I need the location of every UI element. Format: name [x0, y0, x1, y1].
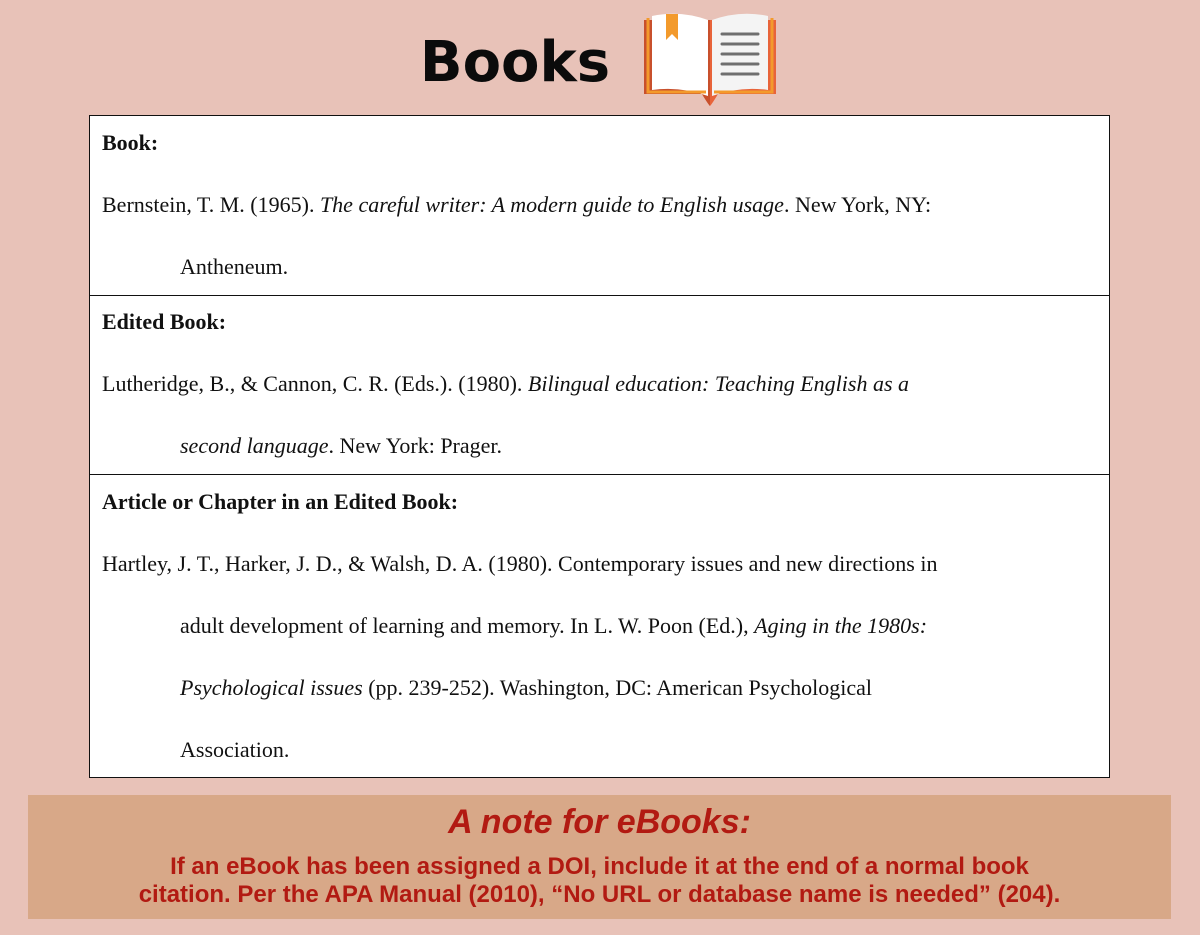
citation-line: Lutheridge, B., & Cannon, C. R. (Eds.). (1980). Bilingual education: Teaching English as a [102, 371, 910, 396]
note-body [28, 853, 1171, 909]
section-book [90, 116, 1109, 296]
page-header [0, 10, 1200, 110]
citation-line: Bernstein, T. M. (1965). The careful writer: A modern guide to English usage. New York, NY: [102, 192, 932, 217]
section-edited-book [90, 295, 1109, 475]
open-book-icon [640, 12, 780, 108]
ebook-note [28, 795, 1171, 919]
citations-table [89, 115, 1110, 778]
page-title: Books [419, 29, 611, 95]
citation-line: adult development of learning and memory. In L. W. Poon (Ed.), Aging in the 1980s: [180, 613, 928, 638]
section-heading: Article or Chapter in an Edited Book: [102, 489, 459, 514]
note-body-line: If an eBook has been assigned a DOI, include it at the end of a normal book [170, 853, 1029, 880]
section-article-or-chapter [90, 475, 1109, 779]
citation-line: Association. [180, 737, 290, 762]
note-title: A note for eBooks: [448, 803, 751, 841]
citation-line: Hartley, J. T., Harker, J. D., & Walsh, D. A. (1980). Contemporary issues and new directions in [102, 551, 938, 576]
section-heading: Book: [102, 130, 159, 155]
citation-line: Psychological issues (pp. 239-252). Washington, DC: American Psychological [180, 675, 872, 700]
citation-line: Antheneum. [180, 254, 289, 279]
section-heading: Edited Book: [102, 309, 227, 334]
citation-line: second language. New York: Prager. [180, 433, 503, 458]
note-body-line: citation. Per the APA Manual (2010), “No URL or database name is needed” (204). [138, 881, 1061, 908]
